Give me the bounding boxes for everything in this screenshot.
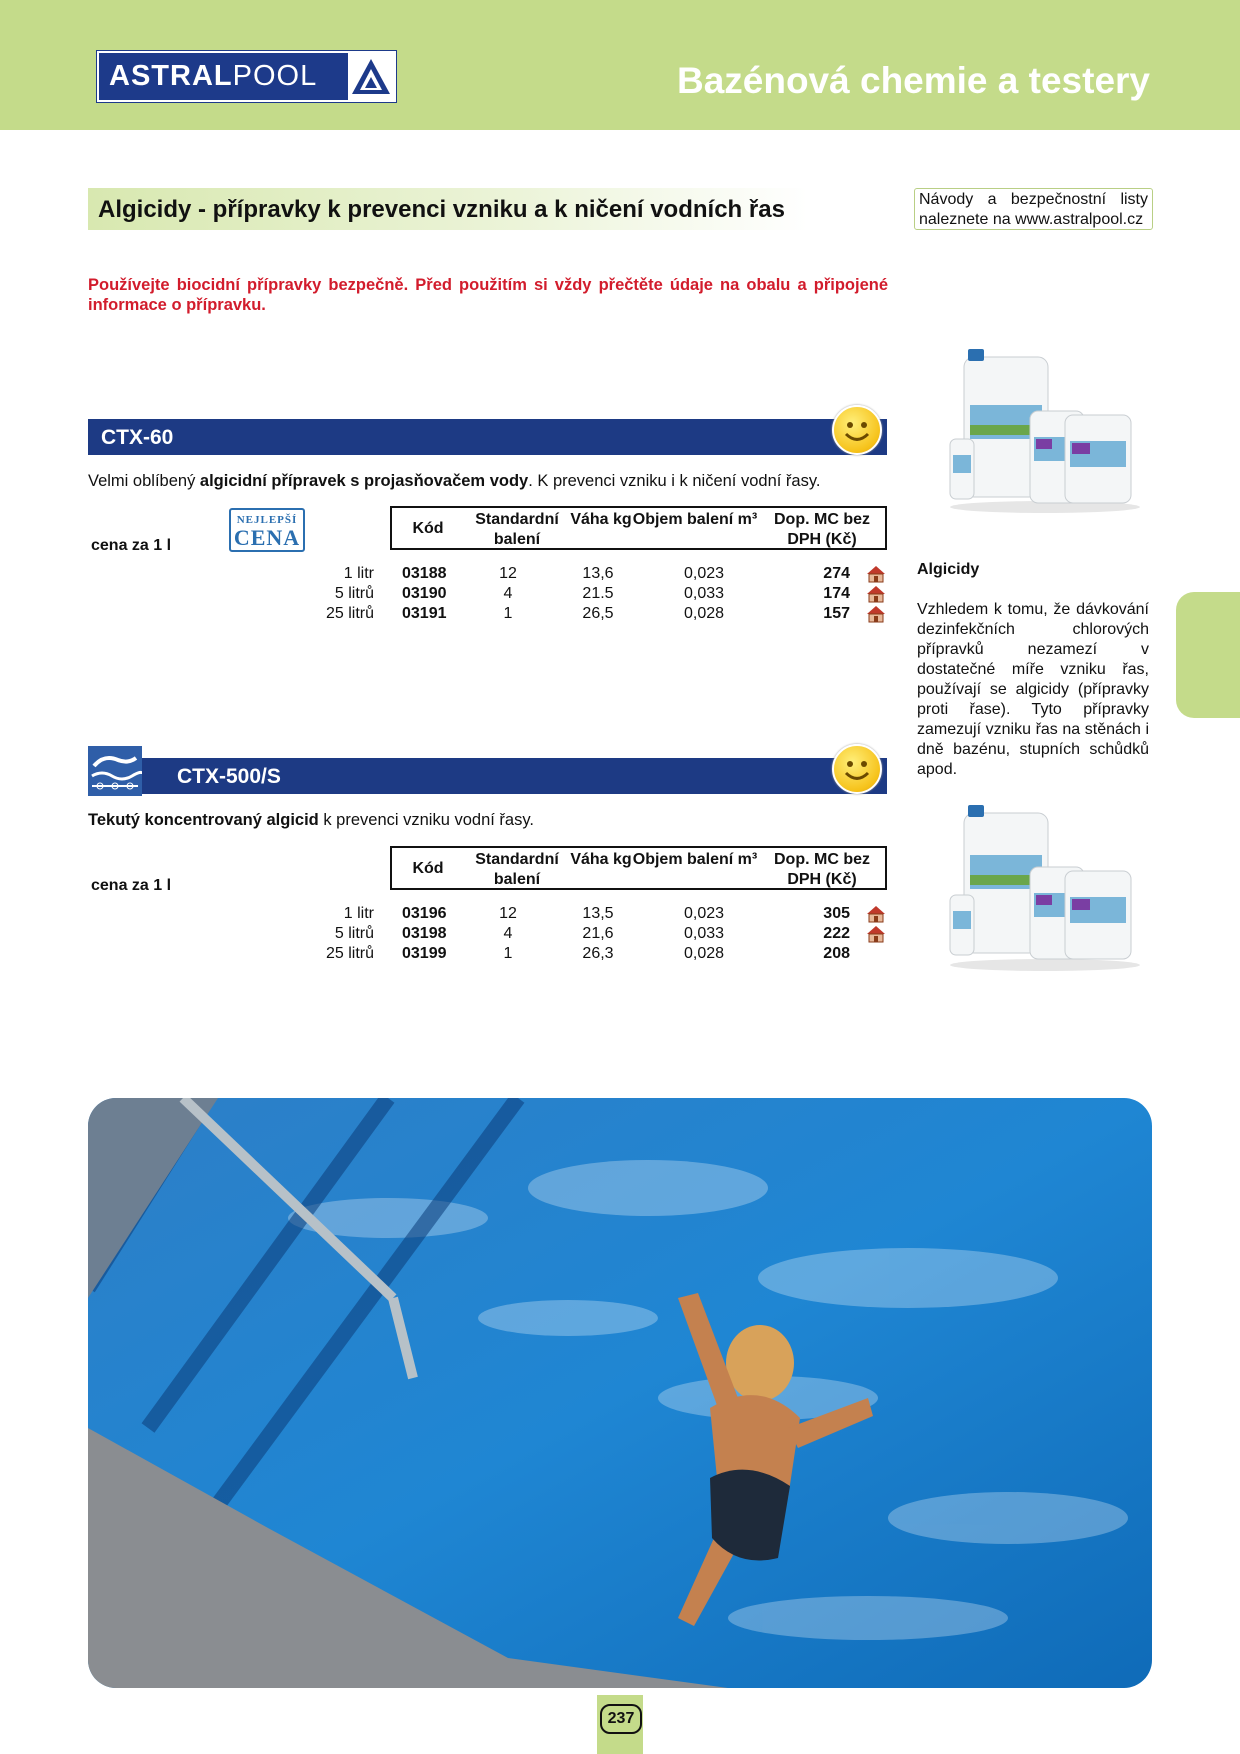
- product-description: [88, 811, 534, 830]
- logo-triangle-icon: [348, 53, 394, 100]
- row-pack: 1: [503, 605, 513, 622]
- row-volume: 0,023: [683, 565, 725, 582]
- product-bar-ctx60: [88, 419, 887, 455]
- header-volume: Objem balení m³: [632, 511, 758, 528]
- table-row: [0, 925, 900, 945]
- desc-bold-text: Tekutý koncentrovaný algicid: [88, 811, 319, 829]
- row-code: 03199: [402, 945, 447, 962]
- price-table-ctx60: [0, 565, 900, 635]
- product-containers-image: [940, 345, 1150, 515]
- badge-top-text: NEJLEPŠÍ: [236, 514, 298, 526]
- table-header: [390, 846, 887, 890]
- product-name: CTX-500/S: [177, 765, 281, 788]
- table-row: [0, 905, 900, 925]
- row-code: 03191: [402, 605, 447, 622]
- row-volume: 0,023: [683, 905, 725, 922]
- header-weight: Váha kg: [570, 511, 632, 528]
- product-name: CTX-60: [101, 426, 174, 449]
- row-weight: 26,3: [582, 945, 614, 962]
- header-price: Dop. MC bez DPH (Kč): [774, 511, 870, 548]
- row-price: 157: [823, 605, 850, 622]
- smiley-icon: [832, 744, 882, 794]
- table-row: [0, 565, 900, 585]
- row-size: 5 litrů: [334, 925, 374, 942]
- safety-sheets-note: Návody a bezpečnostní listy naleznete na www.astralpool.cz: [914, 188, 1153, 230]
- row-size: 25 litrů: [325, 945, 374, 962]
- row-code: 03196: [402, 905, 447, 922]
- header-code: Kód: [412, 520, 444, 537]
- row-pack: 1: [503, 945, 513, 962]
- table-row: [0, 585, 900, 605]
- page-number: 237: [600, 1704, 642, 1734]
- row-code: 03198: [402, 925, 447, 942]
- product-containers-image: [940, 805, 1150, 975]
- table-header: [390, 506, 887, 550]
- row-pack: 12: [499, 565, 517, 582]
- row-volume: 0,033: [683, 925, 725, 942]
- section-heading: Algicidy - přípravky k prevenci vzniku a k ničení vodních řas: [98, 196, 785, 223]
- row-size: 5 litrů: [334, 585, 374, 602]
- row-price: 274: [823, 565, 850, 582]
- product-description: [88, 472, 887, 491]
- row-volume: 0,033: [683, 585, 725, 602]
- row-size: 1 litr: [343, 565, 374, 582]
- logo-light-text: POOL: [232, 60, 318, 92]
- badge-main-text: CENA: [233, 525, 301, 550]
- row-weight: 13,5: [582, 905, 614, 922]
- price-table-ctx500s: [0, 905, 900, 975]
- pool-category-icon: [88, 746, 142, 796]
- header-weight: Váha kg: [570, 851, 632, 868]
- house-icon: [866, 905, 886, 923]
- sidebar-title: Algicidy: [917, 561, 980, 578]
- row-price: 305: [823, 905, 850, 922]
- table-row: [0, 945, 900, 965]
- page-title: Bazénová chemie a testery: [676, 60, 1150, 101]
- house-icon: [866, 585, 886, 603]
- price-label: cena za 1 l: [91, 877, 172, 894]
- desc-text: . K prevenci vzniku i k ničení vodní řasy.: [528, 472, 821, 490]
- row-volume: 0,028: [683, 605, 725, 622]
- desc-text: Velmi oblíbený: [88, 472, 200, 490]
- biocide-warning: Používejte biocidní přípravky bezpečně. Před použitím si vždy přečtěte údaje na obalu a připojené informace o přípravku.: [88, 276, 888, 314]
- row-pack: 12: [499, 905, 517, 922]
- row-pack: 4: [503, 585, 513, 602]
- best-price-badge: [229, 508, 305, 552]
- row-price: 208: [823, 945, 850, 962]
- header-code: Kód: [412, 860, 444, 877]
- row-pack: 4: [503, 925, 513, 942]
- row-weight: 21,6: [582, 925, 614, 942]
- pool-photo: [88, 1098, 1152, 1688]
- smiley-icon: [832, 405, 882, 455]
- header-pack: Standardní balení: [475, 851, 559, 888]
- row-weight: 21.5: [582, 585, 614, 602]
- row-weight: 13,6: [582, 565, 614, 582]
- header-volume: Objem balení m³: [632, 851, 758, 868]
- row-size: 25 litrů: [325, 605, 374, 622]
- table-row: [0, 605, 900, 625]
- chapter-tab: [1176, 592, 1240, 718]
- logo-bold-text: ASTRAL: [109, 60, 233, 92]
- header-pack: Standardní balení: [475, 511, 559, 548]
- house-icon: [866, 565, 886, 583]
- sidebar-text: Vzhledem k tomu, že dávkování dezinfekčních chlorových přípravků nezamezí v dostatečné míře vzniku řas, používají se algicidy (přípravky proti řase). Tyto přípravky zamezují vzniku řas na stěnách i dně bazénu, stupních schůdků apod.: [917, 601, 1149, 778]
- desc-bold-text: algicidní přípravek s projasňovačem vody: [199, 472, 529, 490]
- house-icon: [866, 925, 886, 943]
- header-price: Dop. MC bez DPH (Kč): [774, 851, 870, 888]
- row-price: 222: [823, 925, 850, 942]
- price-label: cena za 1 l: [91, 537, 172, 554]
- house-icon: [866, 605, 886, 623]
- row-size: 1 litr: [343, 905, 374, 922]
- desc-text: k prevenci vzniku vodní řasy.: [318, 811, 534, 829]
- astralpool-logo: [97, 51, 396, 102]
- row-price: 174: [823, 585, 850, 602]
- row-volume: 0,028: [683, 945, 725, 962]
- row-code: 03190: [402, 585, 447, 602]
- row-code: 03188: [402, 565, 447, 582]
- row-weight: 26,5: [582, 605, 614, 622]
